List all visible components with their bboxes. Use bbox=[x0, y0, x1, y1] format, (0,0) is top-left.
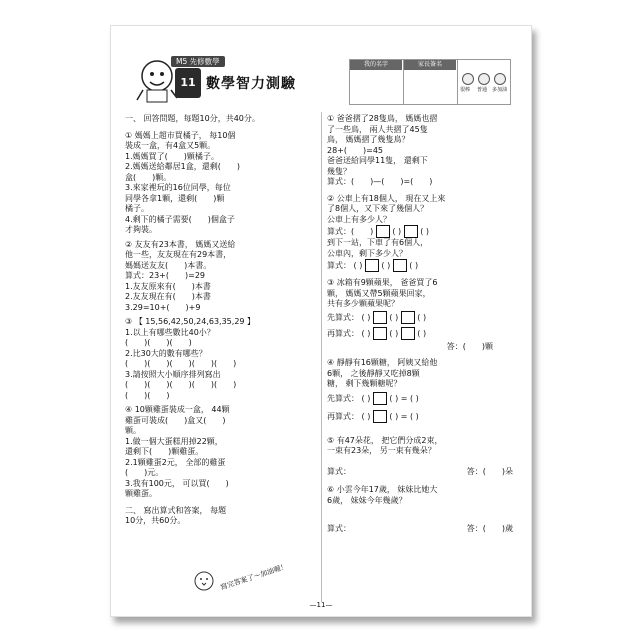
neutral-face-icon[interactable] bbox=[478, 73, 490, 85]
question-1: ① 媽媽上超市買橘子， 每10個 裝成一盒，有4盒又5顆。 1.媽媽買了( )顆橘子。 2.媽媽送給鄰居1盒，還剩( ) 盒( )顆。 3.來家裡玩的16位同學，每位 同學各拿1顆，還剩( )顆 橘子。 4.剩下的橘子需要( )個盒子 才夠裝。 bbox=[125, 130, 240, 234]
page-number: —11— bbox=[309, 601, 333, 609]
series-label: M5 先修數學 bbox=[171, 56, 225, 67]
info-box bbox=[349, 59, 511, 105]
page-title: 數學智力測驗 bbox=[206, 76, 296, 92]
question-r5: ⑤ 有47朵花， 把它們分成2束， 一束有23朵， 另一束有幾朵？ 算式： 答：( )朵 bbox=[327, 435, 513, 476]
cheer-text: 寫完答案了～加油喔！ bbox=[219, 562, 289, 592]
question-2: ② 友友有23本書， 媽媽又送給 他一些，友友現在有29本書， 媽媽送友友( )本書。 算式：23+( )=29 1.友友原來有( )本書 2.友友現在有( )本書 3.29=10+( )+9 bbox=[125, 239, 236, 312]
question-r3: ③ 冰箱有9顆蘋果， 爸爸買了6 顆， 媽媽又帶5顆蘋果回家， 共有多少顆蘋果呢？ 先算式： ( ) ( ) ( ) 再算式： ( ) ( ) ( ) 答：( )顆 bbox=[327, 278, 493, 351]
question-3: ③ 【 15,56,42,50,24,63,35,29 】 1.以上有哪些數比40小？ ( )( )( ) 2.比30大的數有哪些？ ( )( )( )( )( ) 3.請按照大小順序排列寫出 ( )( )( )( )( ) ( )( ) bbox=[125, 317, 256, 400]
left-column bbox=[125, 114, 315, 527]
parent-signature-label: 家長簽名 bbox=[404, 60, 456, 70]
name-label: 我的名字 bbox=[350, 60, 402, 70]
rating-label-try: 多加油 bbox=[492, 87, 508, 93]
smile-face-icon[interactable] bbox=[462, 73, 474, 85]
question-r6: ⑥ 小雲今年17歲， 妹妹比她大 6歲， 妹妹今年幾歲？ 算式： 答：( )歲 bbox=[327, 485, 513, 533]
chick-icon bbox=[193, 570, 215, 592]
question-r4: ④ 靜靜有16顆糖， 阿姨又給他 6顆， 之後靜靜又吃掉8顆 糖， 剩下幾顆糖呢？ 先算式： ( ) ( ) = ( ) 再算式： ( ) ( ) = ( ) bbox=[327, 358, 438, 421]
section1-heading: 一、 回答問題，每題10分，共40分。 bbox=[125, 114, 260, 123]
rating-label-ok: 普通 bbox=[477, 87, 488, 93]
question-4: ④ 10顆雞蛋裝成一盒， 44顆 雞蛋可裝成( )盒又( ) 顆。 1.做一個大蛋糕用掉22顆， 還剩下( )顆雞蛋。 2.1顆雞蛋2元， 全部的雞蛋 ( )元。 3.我有100元， 可以買( ) 顆雞蛋。 bbox=[125, 405, 230, 498]
rating-label-great: 很棒 bbox=[460, 87, 471, 93]
question-r1: ① 爸爸摺了28隻鳥， 媽媽也摺 了一些鳥， 兩人共摺了45隻 鳥， 媽媽摺了幾隻鳥？ 28+( )=45 爸爸送給同學11隻， 還剩下 幾隻？ 算式：( )—( )=( ) bbox=[327, 114, 438, 186]
column-divider bbox=[321, 112, 322, 602]
worksheet-page bbox=[110, 25, 532, 617]
right-column bbox=[327, 114, 523, 535]
lesson-number: 11 bbox=[175, 68, 201, 98]
sad-face-icon[interactable] bbox=[494, 73, 506, 85]
section2-heading: 二、 寫出算式和答案， 每題 10分，共60分。 bbox=[125, 505, 227, 525]
question-r2: ② 公車上有18個人， 現在又上來 了8個人，又下來了幾個人？ 公車上有多少人？ 算式：( ) ( ) ( ) 到下一站，下車了有6個人， 公車內，剩下多少人？ 算式： ( ) ( ) ( ) bbox=[327, 193, 446, 270]
